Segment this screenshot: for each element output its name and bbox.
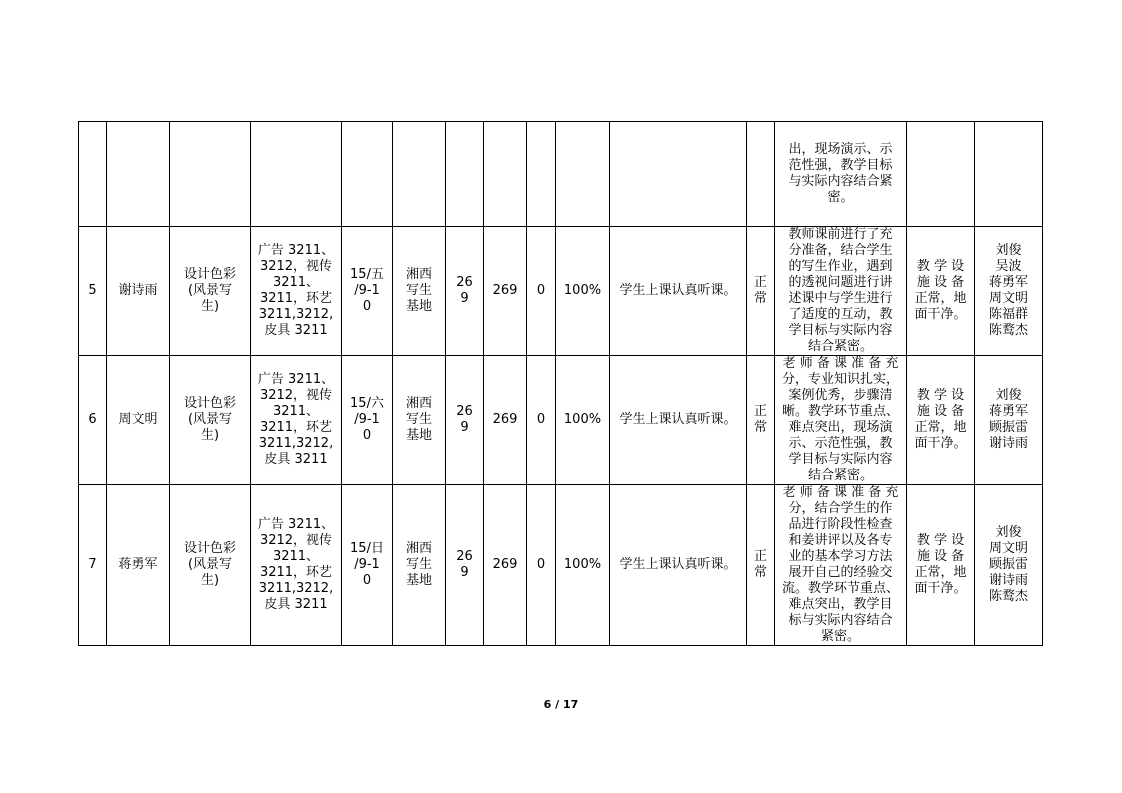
attendance-rate: 100% — [556, 227, 610, 356]
row-number: 5 — [79, 227, 107, 356]
row-number: 7 — [79, 485, 107, 646]
course-name — [170, 122, 251, 227]
row-number: 6 — [79, 356, 107, 485]
inspector-list — [975, 122, 1043, 227]
class-discipline: 学生上课认真听课。 — [610, 485, 747, 646]
expected-count: 26 9 — [446, 356, 484, 485]
attendance-rate — [556, 122, 610, 227]
equipment-status — [907, 122, 975, 227]
attendance-rate: 100% — [556, 356, 610, 485]
class-list: 广告 3211、 3212，视传 3211、 3211，环艺 3211,3212, 皮具 3211 — [251, 485, 342, 646]
teacher-name: 蒋勇军 — [107, 485, 170, 646]
teaching-evaluation: 老 师 备 课 准 备 充 分，专业知识扎实， 案例优秀，步骤清 晰。教学环节重点、 难点突出，现场演 示、示范性强，教 学目标与实际内容 结合紧密。 — [775, 356, 907, 485]
expected-count: 26 9 — [446, 485, 484, 646]
class-time: 15/五 /9-1 0 — [342, 227, 393, 356]
teaching-state: 正 常 — [747, 356, 775, 485]
absent-count: 0 — [527, 356, 556, 485]
inspection-table — [78, 121, 1043, 646]
table-row — [79, 356, 1043, 485]
teacher-name: 谢诗雨 — [107, 227, 170, 356]
absent-count — [527, 122, 556, 227]
inspector-list: 刘俊 吴波 蒋勇军 周文明 陈福群 陈鹜杰 — [975, 227, 1043, 356]
teacher-name: 周文明 — [107, 356, 170, 485]
teacher-name — [107, 122, 170, 227]
table-row — [79, 227, 1043, 356]
actual-count: 269 — [484, 356, 527, 485]
teaching-evaluation: 出，现场演示、示 范性强，教学目标 与实际内容结合紧 密。 — [775, 122, 907, 227]
class-time: 15/六 /9-1 0 — [342, 356, 393, 485]
teaching-evaluation: 教师课前进行了充 分准备，结合学生 的写生作业，遇到 的透视问题进行讲 述课中与学生进行 了适度的互动，教 学目标与实际内容 结合紧密。 — [775, 227, 907, 356]
course-name: 设计色彩 (风景写 生) — [170, 356, 251, 485]
absent-count: 0 — [527, 227, 556, 356]
course-name: 设计色彩 (风景写 生) — [170, 485, 251, 646]
class-discipline — [610, 122, 747, 227]
equipment-status: 教 学 设 施 设 备 正常，地 面干净。 — [907, 485, 975, 646]
class-time: 15/日 /9-1 0 — [342, 485, 393, 646]
table-row — [79, 122, 1043, 227]
teaching-evaluation: 老 师 备 课 准 备 充 分，结合学生的作 品进行阶段性检查 和姜讲评以及各专 业的基本学习方法 展开自己的经验交 流。教学环节重点、 难点突出，教学目 标与实际内容结合 紧密。 — [775, 485, 907, 646]
class-location: 湘西 写生 基地 — [393, 485, 446, 646]
class-list — [251, 122, 342, 227]
equipment-status: 教 学 设 施 设 备 正常，地 面干净。 — [907, 227, 975, 356]
class-time — [342, 122, 393, 227]
table-body — [79, 122, 1043, 646]
inspector-list: 刘俊 周文明 顾振雷 谢诗雨 陈鹜杰 — [975, 485, 1043, 646]
class-discipline: 学生上课认真听课。 — [610, 227, 747, 356]
actual-count — [484, 122, 527, 227]
class-location — [393, 122, 446, 227]
row-number — [79, 122, 107, 227]
expected-count: 26 9 — [446, 227, 484, 356]
class-location: 湘西 写生 基地 — [393, 356, 446, 485]
actual-count: 269 — [484, 485, 527, 646]
teaching-state: 正 常 — [747, 227, 775, 356]
class-list: 广告 3211、 3212，视传 3211、 3211，环艺 3211,3212, 皮具 3211 — [251, 356, 342, 485]
actual-count: 269 — [484, 227, 527, 356]
course-name: 设计色彩 (风景写 生) — [170, 227, 251, 356]
class-discipline: 学生上课认真听课。 — [610, 356, 747, 485]
teaching-state: 正 常 — [747, 485, 775, 646]
class-list: 广告 3211、 3212，视传 3211、 3211，环艺 3211,3212, 皮具 3211 — [251, 227, 342, 356]
page-number: 6 / 17 — [543, 698, 579, 711]
absent-count: 0 — [527, 485, 556, 646]
class-location: 湘西 写生 基地 — [393, 227, 446, 356]
expected-count — [446, 122, 484, 227]
inspector-list: 刘俊 蒋勇军 顾振雷 谢诗雨 — [975, 356, 1043, 485]
attendance-rate: 100% — [556, 485, 610, 646]
equipment-status: 教 学 设 施 设 备 正常，地 面干净。 — [907, 356, 975, 485]
table-row — [79, 485, 1043, 646]
teaching-state — [747, 122, 775, 227]
